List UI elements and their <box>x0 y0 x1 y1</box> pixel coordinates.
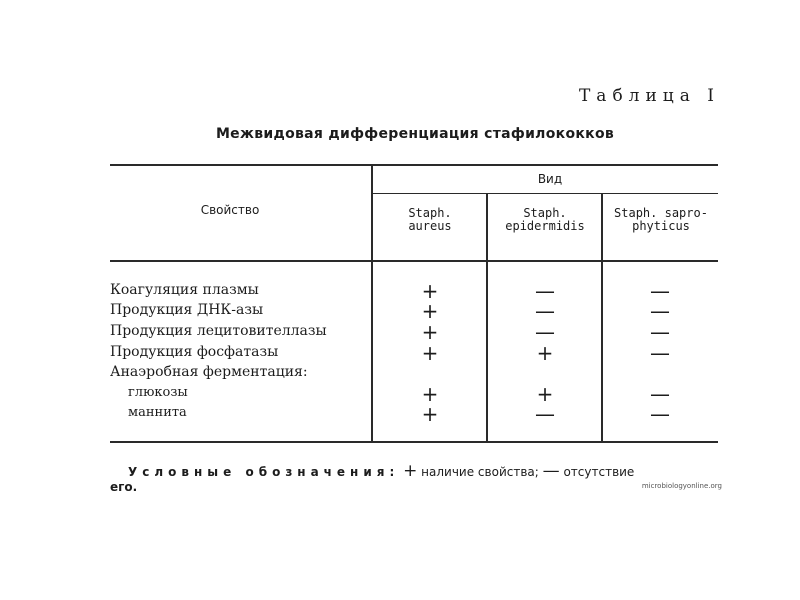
property-header: Свойство <box>200 203 260 217</box>
row-label: Продукция ДНК-азы <box>110 302 264 318</box>
table-cell: — <box>650 382 670 406</box>
table-top-rule <box>110 164 718 166</box>
table-cell: — <box>650 341 670 365</box>
species-header: Вид <box>537 172 563 186</box>
legend-continuation: его. <box>110 480 138 494</box>
row-label: Анаэробная ферментация: <box>110 364 308 380</box>
table-legend <box>128 461 723 481</box>
minus-meaning: отсутствие <box>563 465 635 479</box>
table-cell: — <box>650 402 670 426</box>
table-cell: — <box>535 299 555 323</box>
table-cell: + <box>421 382 439 406</box>
column-header-epidermidis: Staph. epidermidis <box>505 206 585 233</box>
table-cell: + <box>421 320 439 344</box>
table-cell: — <box>535 402 555 426</box>
table-cell: — <box>650 299 670 323</box>
row-label: Продукция лецитовителлазы <box>110 323 327 339</box>
plus-symbol: + <box>403 461 418 481</box>
table-cell: — <box>535 320 555 344</box>
table-cell: — <box>535 279 555 303</box>
table-cell: + <box>536 382 554 406</box>
row-label: Коагуляция плазмы <box>110 282 259 298</box>
table-cell: + <box>421 402 439 426</box>
table-bottom-rule <box>110 441 718 443</box>
column-divider-1 <box>486 194 488 442</box>
row-label: глюкозы <box>128 385 188 400</box>
table-cell: + <box>536 341 554 365</box>
property-column-divider <box>371 165 373 442</box>
legend-lead: Условные обозначения: <box>128 465 400 479</box>
column-divider-2 <box>601 194 603 442</box>
row-label: маннита <box>128 405 187 420</box>
plus-meaning: наличие свойства; <box>421 465 539 479</box>
table-cell: — <box>650 279 670 303</box>
table-number: Таблица I <box>578 86 720 106</box>
table-cell: + <box>421 279 439 303</box>
column-header-aureus: Staph. aureus <box>408 206 452 233</box>
row-label: Продукция фосфатазы <box>110 344 279 360</box>
table-cell: + <box>421 299 439 323</box>
table-cell: + <box>421 341 439 365</box>
source-watermark: microbiologyonline.org <box>641 482 722 490</box>
table-title: Межвидовая дифференциация стафилококков <box>215 126 615 142</box>
column-header-saprophyticus: Staph. sapro- phyticus <box>614 206 708 233</box>
table-cell: — <box>650 320 670 344</box>
header-bottom-rule <box>110 260 718 262</box>
minus-symbol: — <box>542 461 560 481</box>
species-header-rule <box>372 193 718 194</box>
